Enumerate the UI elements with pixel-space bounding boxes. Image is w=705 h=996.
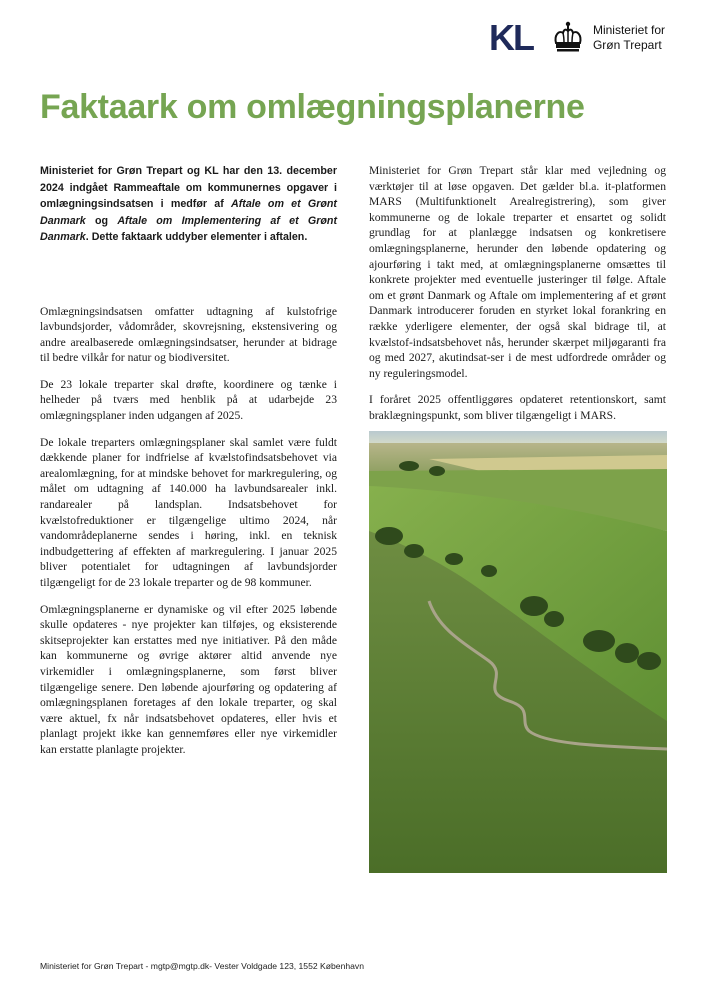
- landscape-photo: [369, 431, 667, 873]
- ministry-logo-line2: Grøn Trepart: [592, 38, 662, 52]
- page-title: Faktaark om omlægningsplanerne: [40, 88, 585, 126]
- ministry-logo-text: [593, 23, 665, 53]
- paragraph-scope: Omlægningsindsatsen omfatter udtagning af kulstofrige lavbundsjorder, vådområder, skovrejsning, ekstensivering og andre arealbaserede omlægningsindsatser, herunder at bidrage til bedre vilkår for natur og biodiversitet.: [40, 304, 337, 365]
- right-column: [369, 163, 666, 435]
- intro-agreement-2: Aftale om Implementering af et Grønt Danmark: [40, 214, 337, 243]
- left-column: [40, 163, 337, 769]
- paragraph-local-treparts: De 23 lokale treparter skal drøfte, koordinere og tænke i helheder på tværs med henblik på at udarbejde 23 omlægningsplaner inden udgangen af 2025.: [40, 377, 337, 423]
- intro-text-1: Ministeriet for Grøn Trepart og KL har den 13. december 2024 indgået Rammeaftale om kommunernes opgaver i omlægningsindsatsen i medfør af: [40, 165, 337, 210]
- ministry-logo: [551, 21, 665, 55]
- intro-paragraph: [40, 163, 337, 246]
- kl-logo: KL: [488, 17, 533, 58]
- header-logos: [488, 17, 665, 58]
- intro-text-3: . Dette faktaark uddyber elementer i aftalen.: [85, 231, 308, 243]
- intro-agreement-1: Aftale om et Grønt Danmark: [40, 198, 337, 227]
- footer-contact: Ministeriet for Grøn Trepart - mgtp@mgtp.dk- Vester Voldgade 123, 1552 København: [40, 961, 364, 971]
- paragraph-plan-requirements: De lokale treparters omlægningsplaner skal samlet være fuldt dækkende planer for indfrielse af kvælstofindsatsbehovet via arealomlægning, for at mindske behovet for markregulering, og målet om udtagning af 140.000 ha lavbundsarealer inkl. randarealer på landsplan. Indsatsbehovet for kvælstofreduktioner er tilgængelige ultimo 2024, når vandområdeplanerne sendes i høring, inkl. en teknisk indbudgettering af effekten af markregulering. I januar 2025 bliver potentialet for udtagningen af lavbundsjorder tilgængeligt for de 23 lokale treparter og de 98 kommuner.: [40, 435, 337, 589]
- crown-icon: [551, 21, 585, 55]
- intro-text-2: og: [85, 214, 118, 227]
- paragraph-guidance-tools: Ministeriet for Grøn Trepart står klar med vejledning og værktøjer til at løse opgaven. Det gælder bl.a. it-platformen MARS (Multifunktionelt Arealregistrering), som giver kommunerne og de lokale treparter et ensartet og solidt grundlag for at planlægge indsatsen og konkretisere omlægningsplanerne, herunder den løbende opdatering og ajourføring i takt med, at omlægningsplanerne omsættes til konkrete projekter med eventuelle justeringer til følge. Aftale om et grønt Danmark og Aftale om implementering af et grønt Danmark introducerer foruden en styrket lokal forankring en række yderligere elementer, der også skal bidrage til, at kvælstof-indsatsbehovet nås, herunder skærpet miljøgaranti fra og med 2027, akutindsat-ser i de mest udfordrede områder og ny reguleringsmodel.: [369, 164, 666, 380]
- paragraph-dynamic-plans: Omlægningsplanerne er dynamiske og vil efter 2025 løbende skulle opdateres - nye projekter kan tilføjes, og eksisterende skitseprojekter kan erstattes med nye initiativer. På den måde kan kommunerne og øvrige aktører altid anvende nye virkemidler i omlægningsplanerne, som først bliver tilgængelige senere. Den løbende ajourføring og opdatering af omlægningsplanen foretages af den lokale treparter, og skal være aktuel, fx når indsatsbehovet opdateres, eller hvis et planlagt projekt ikke kan gennemføres eller nye virkemidler kan erstatte planlagte projekter.: [40, 602, 337, 756]
- paragraph-spring-2025: I foråret 2025 offentliggøres opdateret retentionskort, samt braklægningspunkt, som bliver tilgængeligt i MARS.: [369, 393, 666, 422]
- ministry-logo-line1: Ministeriet for: [592, 23, 665, 37]
